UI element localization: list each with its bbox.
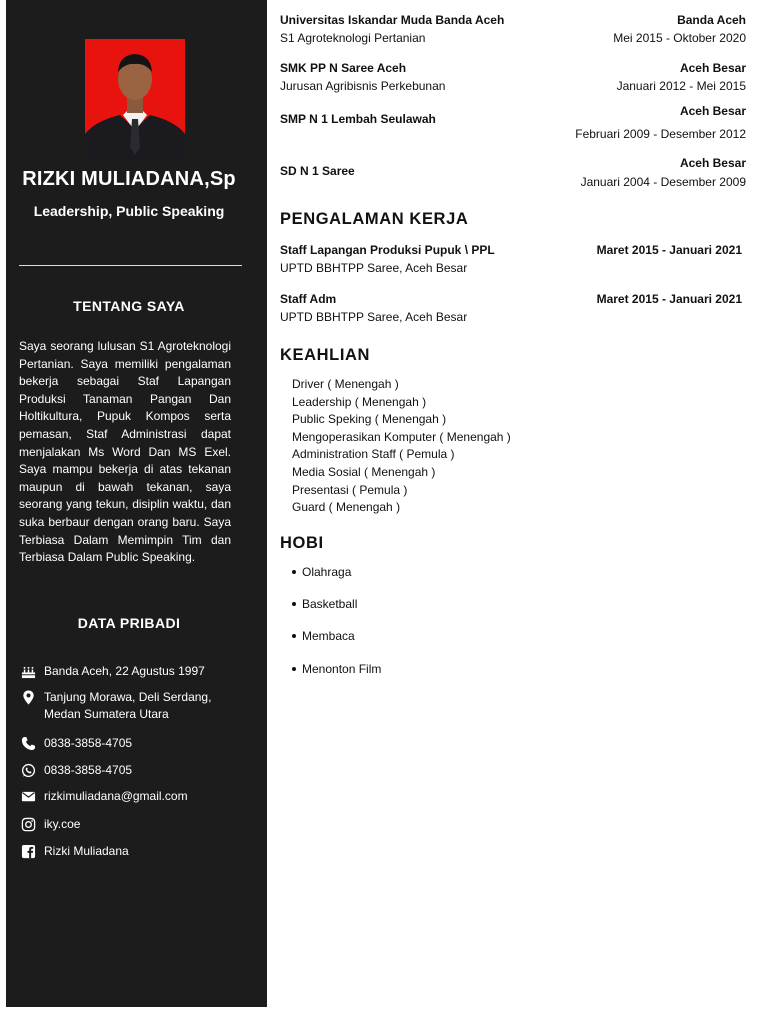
sidebar bbox=[6, 0, 267, 1007]
birth-text: Banda Aceh, 22 Agustus 1997 bbox=[44, 664, 205, 678]
school-major: Jurusan Agribisnis Perkebunan bbox=[280, 79, 446, 93]
school-period: Mei 2015 - Oktober 2020 bbox=[613, 31, 746, 45]
experience-heading: PENGALAMAN KERJA bbox=[280, 210, 469, 228]
contact-birth bbox=[19, 663, 205, 680]
skill-item: Media Sosial ( Menengah ) bbox=[292, 464, 436, 479]
school-place: Banda Aceh bbox=[677, 13, 746, 27]
profile-name: RIZKI MULIADANA,Sp bbox=[22, 168, 236, 190]
school-name: SMK PP N Saree Aceh bbox=[280, 61, 407, 75]
school-period: Januari 2012 - Mei 2015 bbox=[616, 79, 746, 93]
school-name: SMP N 1 Lembah Seulawah bbox=[280, 112, 436, 126]
hobby-item bbox=[292, 597, 357, 611]
school-period: Februari 2009 - Desember 2012 bbox=[575, 127, 746, 141]
skill-item: Driver ( Menengah ) bbox=[292, 377, 399, 391]
contact-address bbox=[19, 689, 211, 723]
phone-icon bbox=[19, 735, 37, 752]
contact-facebook bbox=[19, 843, 129, 860]
bullet-icon bbox=[292, 602, 296, 606]
phone-text: 0838-3858-4705 bbox=[44, 736, 133, 750]
job-period: Maret 2015 - Januari 2021 bbox=[596, 243, 742, 257]
school-name: Universitas Iskandar Muda Banda Aceh bbox=[280, 13, 505, 27]
school-period: Januari 2004 - Desember 2009 bbox=[580, 175, 746, 189]
skill-item: Presentasi ( Pemula ) bbox=[292, 482, 408, 497]
school-place: Aceh Besar bbox=[679, 61, 746, 75]
hobby-item bbox=[292, 662, 381, 676]
email-text: rizkimuliadana@gmail.com bbox=[44, 789, 188, 803]
hobbies-heading: HOBI bbox=[280, 534, 324, 552]
hobby-label: Basketball bbox=[302, 597, 358, 611]
job-title: Staff Adm bbox=[280, 292, 337, 306]
skill-item: Mengoperasikan Komputer ( Menengah ) bbox=[292, 429, 511, 444]
school-major: S1 Agroteknologi Pertanian bbox=[280, 31, 426, 45]
location-pin-icon bbox=[19, 689, 37, 706]
school-place: Aceh Besar bbox=[679, 104, 746, 118]
whatsapp-text: 0838-3858-4705 bbox=[44, 763, 133, 777]
hobby-label: Menonton Film bbox=[302, 662, 382, 676]
skill-item: Leadership ( Menengah ) bbox=[292, 394, 427, 409]
skill-item: Administration Staff ( Pemula ) bbox=[292, 447, 455, 462]
profile-photo bbox=[85, 39, 185, 162]
about-text: Saya seorang lulusan S1 Agroteknologi Pertanian. Saya memiliki pengalaman bekerja sebagai Staf Lapangan Produksi Tanaman Pangan Dan Holtikultura, Pupuk Kompos serta pemasan, Staf Administrasi dapat menjalakan Ms Word Dan MS Exel. Saya mampu bekerja di atas tekanan maupun di bawah tekanan, saya seorang yang tekun, disiplin waktu, dan suka berbaur dengan orang baru. Saya Terbiasa Dalam Memimpin Tim dan Terbiasa Dalam Public Speaking. bbox=[19, 339, 231, 565]
skills-heading: KEAHLIAN bbox=[280, 346, 371, 364]
school-name: SD N 1 Saree bbox=[280, 164, 355, 178]
address-line-2: Medan Sumatera Utara bbox=[44, 707, 169, 721]
contact-phone bbox=[19, 735, 132, 752]
contact-email bbox=[19, 788, 188, 805]
instagram-icon bbox=[19, 816, 37, 833]
skill-item: Guard ( Menengah ) bbox=[292, 500, 401, 515]
job-organization: UPTD BBHTPP Saree, Aceh Besar bbox=[280, 261, 468, 275]
personal-data-heading: DATA PRIBADI bbox=[77, 615, 181, 631]
contact-instagram bbox=[19, 816, 80, 833]
facebook-text: Rizki Muliadana bbox=[44, 844, 129, 858]
school-place: Aceh Besar bbox=[679, 156, 746, 170]
whatsapp-icon bbox=[19, 762, 37, 779]
job-title: Staff Lapangan Produksi Pupuk \ PPL bbox=[280, 243, 495, 257]
hobby-label: Olahraga bbox=[302, 565, 352, 579]
hobby-item bbox=[292, 629, 355, 643]
bullet-icon bbox=[292, 667, 296, 671]
email-icon bbox=[19, 788, 37, 805]
skill-item: Public Speking ( Menengah ) bbox=[292, 412, 447, 427]
bullet-icon bbox=[292, 634, 296, 638]
hobby-item bbox=[292, 565, 351, 579]
hobby-label: Membaca bbox=[302, 629, 355, 643]
profile-tagline: Leadership, Public Speaking bbox=[33, 203, 225, 219]
job-period: Maret 2015 - Januari 2021 bbox=[596, 292, 742, 306]
bullet-icon bbox=[292, 570, 296, 574]
job-organization: UPTD BBHTPP Saree, Aceh Besar bbox=[280, 310, 468, 324]
cake-icon bbox=[19, 663, 37, 680]
facebook-icon bbox=[19, 843, 37, 860]
divider bbox=[19, 265, 242, 266]
address-line-1: Tanjung Morawa, Deli Serdang, bbox=[44, 690, 212, 704]
instagram-text: iky.coe bbox=[44, 817, 81, 831]
about-heading: TENTANG SAYA bbox=[73, 298, 185, 314]
skills-list bbox=[292, 376, 511, 517]
contact-whatsapp bbox=[19, 762, 132, 779]
